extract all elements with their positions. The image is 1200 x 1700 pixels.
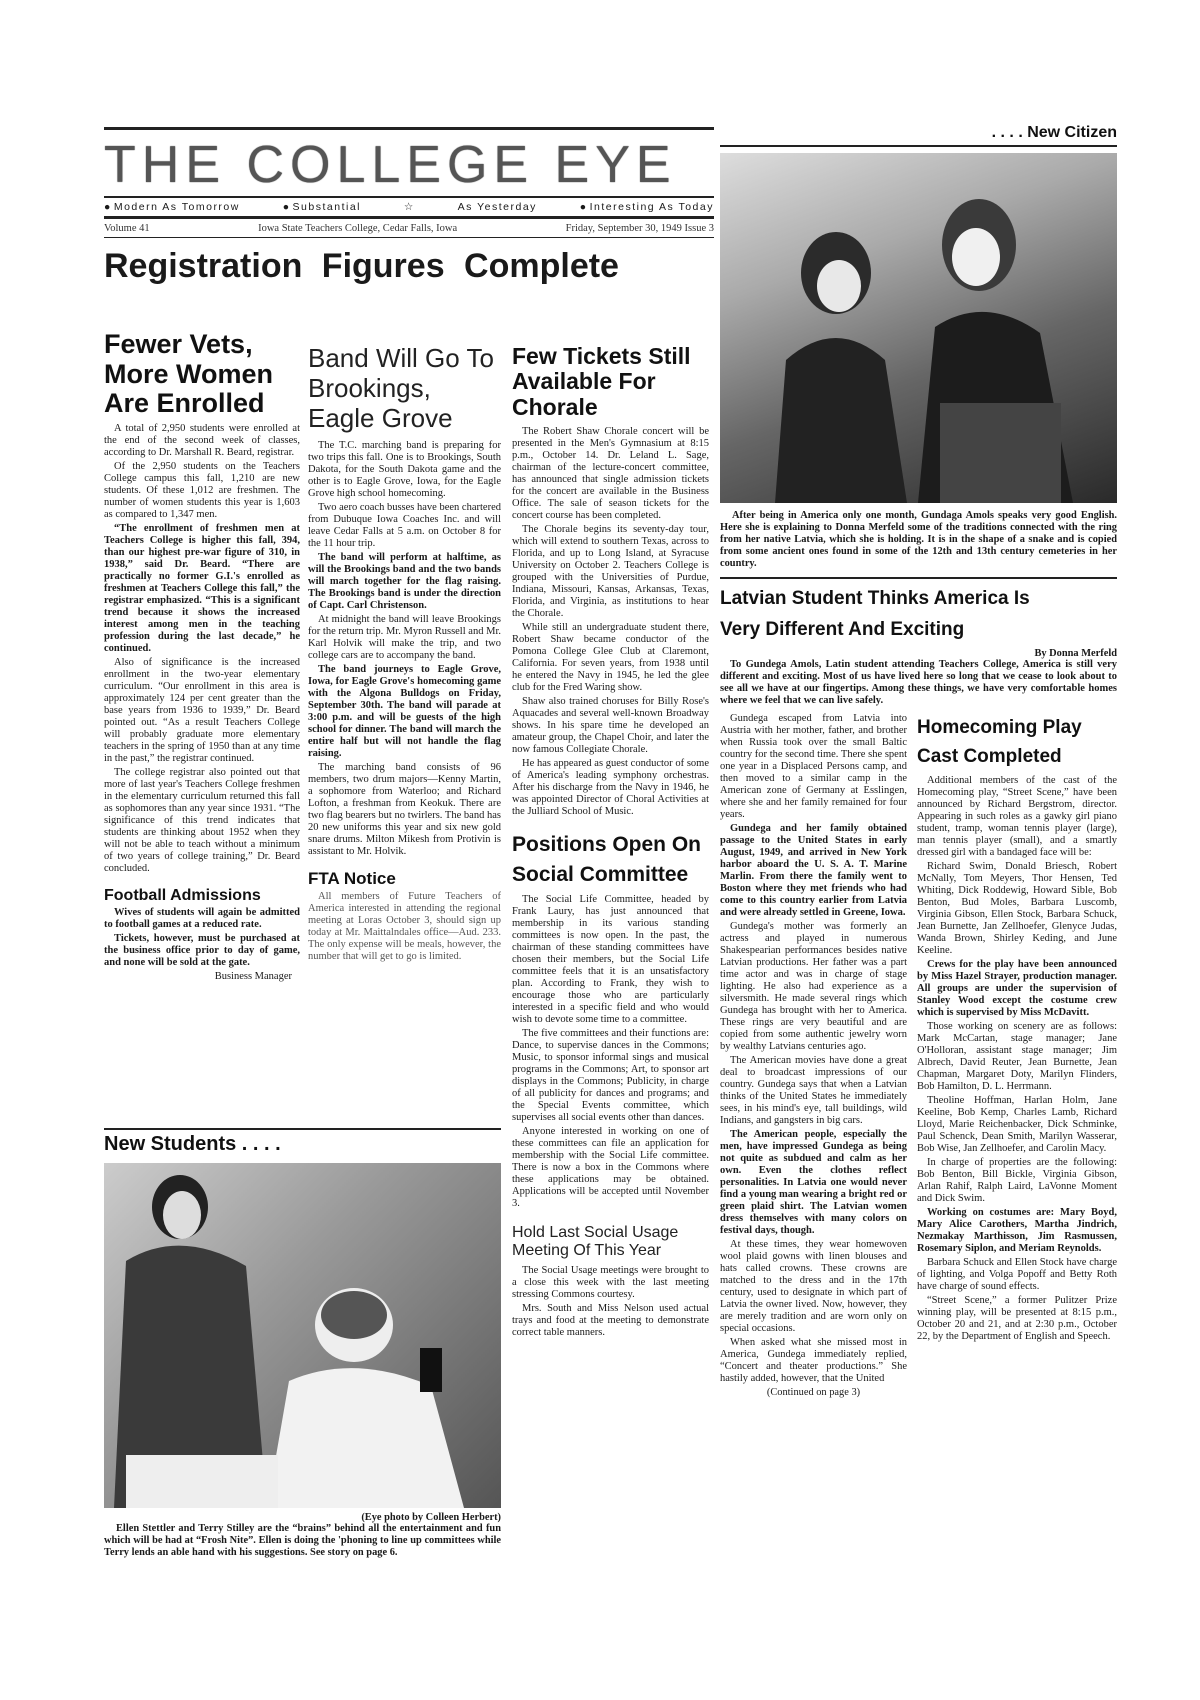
homecoming-headline: Homecoming Play Cast Completed [917,716,1082,767]
paragraph: The American movies have done a great deal to broadcast impressions of our country. Gundega says that when a Latvian thinks of the United States he immediately sees, in his mind's eye, tall buildings, wild Indians, and gangsters in big cars. [720,1054,907,1126]
paragraph: The American people, especially the men, have impressed Gundega as being not quite as subdued and calm as her own. Even the clothes reflect personalities. In Latvia one would never find a young man wearing a bright red or green plaid shirt. The Latvian women dress themselves with many colors on festival days, though. [720,1128,907,1236]
issue-line [104,219,714,237]
latvian-body [720,713,907,1387]
masthead [104,127,714,288]
paragraph: The Social Life Committee, headed by Frank Laury, has just announced that membership in its various standing committees is now open. In the past, the chairman of these standing committees have chosen their members, but the Social Life committee feels that it is an unsatisfactory plan. According to Frank, they wish to encourage those who are particularly interested in a specific field and who would wish to devote some time to a committee. [512,893,709,1025]
new-citizen-kicker: . . . . New Citizen [991,124,1117,141]
paragraph: The five committees and their functions are: Dance, to supervise dances in the Commons; Music, to sponsor informal sings and musical programs in the Commons; Art, to sponsor art displays in the Commons; Publicity, in charge of all publicity for dances and programs; and the Special Events committee, which supervises all social events other than dances. [512,1027,709,1123]
football-signature: Business Manager [214,970,292,982]
paragraph: Crews for the play have been announced by Miss Hazel Strayer, production manager. All groups are under the supervision of Stanley Wood except the costume crew which is supervised by Miss McDavitt. [917,958,1117,1018]
latvian-column [720,713,907,1399]
football-headline: Football Admissions [104,887,261,905]
column-3 [512,344,709,1341]
new-students-section [104,1128,501,1560]
paragraph: Gundega escaped from Latvia into Austria with her mother, father, and brother when Russia took over the small Baltic country for the second time. There she spent one year in a Displaced Persons camp, and then moved to a similar camp in the American zone of Germany at Esslingen, where she and her family remained for four years. [720,712,907,820]
paragraph: Richard Swim, Donald Briesch, Robert McNally, Tom Meyers, Thor Hensen, Ted Whiting, Dick Roddewig, Howard Sible, Bob Benton, Bud Moles, Barbara Luscomb, Virginia Gibson, Ellen Stock, Barbara Schuck, Jean Burnette, Jan Zellhoefer, Glenyce Judas, Wanda Brown, Shirley Keding, and June Keeline. [917,860,1117,956]
paragraph: Wives of students will again be admitted to football games at a reduced rate. [104,906,300,930]
homecoming-column [917,713,1117,1399]
paragraph: Tickets, however, must be purchased at the business office prior to day of game, and none will be sold at the gate. [104,932,300,968]
latvian-intro-text: To Gundega Amols, Latin student attending Teachers College, America is still very different and exciting. Most of us have lived here so long that we cease to look about to see all we have at our fingertips. Among these things, we have very comfortable homes where we feel that we can live safely. [720,658,1117,706]
new-students-headline: New Students . . . . [104,1133,281,1155]
paragraph: Anyone interested in working on one of these committees can file an application for membership with the Social Life committee. There is now a box in the Commons where these applications may be obtained. Applications will be accepted until November 3. [512,1125,709,1209]
paragraph: Mrs. South and Miss Nelson used actual trays and food at the meeting to demonstrate correct table manners. [512,1302,709,1338]
right-section [720,124,1117,1399]
paragraph: Gundega and her family obtained passage to the United States in early August, 1949, and arrived in New York harbor aboard the U. S. A. T. Marine Marlin. From there the family went to Boston where they met friends who had come to this country earlier from Latvia and were already settled in Greene, Iowa. [720,822,907,918]
tagline-item: ● Interesting As Today [580,201,714,213]
paragraph: Additional members of the cast of the Homecoming play, “Street Scene,” have been announced by Richard Bergstrom, director. Appearing in such roles as a gawky girl piano student, tramp, woman tennis player (large), man tennis player (small), and a smartly dressed girl with a bandaged face will be: [917,774,1117,858]
banner-headline: Registration Figures Complete [104,247,619,285]
new-students-rule [104,1128,501,1130]
football-body [104,907,300,971]
photo-figures [720,153,1117,503]
enrollment-headline: Fewer Vets, More Women Are Enrolled [104,329,274,419]
paragraph: Two aero coach busses have been chartered from Dubuque Iowa Coaches Inc. and will leave Cedar Falls at 5 a.m. on October 8 for the 11 hour trip. [308,501,501,549]
paragraph: The marching band consists of 96 members, two drum majors—Kenny Martin, a sophomore from Waterloo; and Richard Lofton, a freshman from Keokuk. There are two flag bearers but no twirlers. The band has 20 new uniforms this year and six new gold snare drums. Milton Mikesh from Protivin is assistant to Mr. Holvik. [308,761,501,857]
fta-body [308,891,501,965]
paragraph: A total of 2,950 students were enrolled at the end of the second week of classes, according to Dr. Marshall R. Beard, registrar. [104,423,300,459]
photo-figures [104,1163,501,1508]
enrollment-body [104,423,300,877]
masthead-title: THE COLLEGE EYE [104,136,677,194]
latvian-byline: By Donna Merfeld [1034,647,1117,659]
fta-headline: FTA Notice [308,868,396,888]
tagline-item: ● Substantial [283,201,361,213]
paragraph: In charge of properties are the following: Bob Benton, Bill Bickle, Virginia Gibson, Arlan Rahif, Ralph Laird, LaVonne Moment and Dick Swim. [917,1156,1117,1204]
chorale-headline: Few Tickets Still Available For Chorale [512,343,691,420]
paragraph: He has appeared as guest conductor of some of America's leading symphony orchestras. After his discharge from the Navy in 1946, he was appointed Director of Choral Activities at the Julliard School of Music. [512,757,709,817]
chorale-body [512,426,709,820]
paragraph: The T.C. marching band is preparing for two trips this fall. One is to Brookings, South Dakota, for the South Dakota game and the other is to Eagle Grove, Iowa, for the Eagle Grove high school homecoming. [308,439,501,499]
caption-rule [720,577,1117,579]
volume: Volume 41 [104,223,150,234]
latvian-headline: Latvian Student Thinks America Is Very Different And Exciting [720,587,1030,640]
tagline-item: As Yesterday [457,201,537,213]
latvian-columns [720,713,1117,1399]
latvian-continued: (Continued on page 3) [766,1386,861,1398]
paragraph: The Robert Shaw Chorale concert will be presented in the Men's Gymnasium at 8:15 p.m., October 14. Dr. Leland L. Sage, chairman of the lecture-concert committee, has announced that single admission tickets for the concert are available in the Business Office. The sale of season tickets for the concert course has been completed. [512,425,709,521]
paragraph: Also of significance is the increased enrollment in the two-year elementary curriculum. “Our enrollment in this area is approximately 124 per cent greater than the base years from 1936 to 1939,” Dr. Beard pointed out. “As a result Teachers College will probably graduate more elementary teachers in the spring of 1950 than at any time in the past,” the registrar continued. [104,657,300,765]
column-1 [104,330,300,983]
masthead-tagline [104,198,714,216]
band-headline: Band Will Go To Brookings, Eagle Grove [308,343,494,433]
paragraph: The Chorale begins its seventy-day tour, which will extend to southern Texas, across to Florida, and up to Long Island, at Syracuse University on October 2. Teachers College is grouped with the Universities of Purdue, Indiana, Missouri, Kansas, Arkansas, Texas, Florida, and Virginia, as institutions to hear the Chorale. [512,523,709,619]
new-citizen-caption: After being in America only one month, Gundaga Amols speaks very good English. Here she is explaining to Donna Merfeld some of the traditions connected with the ring from her native Latvia, which she is holding. It is in the shape of a snake and is copied from some ancient ones found in some of the 12th and 13th century cemeteries in her country. [720,509,1117,570]
social-usage-headline: Hold Last Social Usage Meeting Of This Year [512,1223,679,1260]
star-icon: ☆ [403,201,415,213]
paragraph: The band journeys to Eagle Grove, Iowa, for Eagle Grove's homecoming game with the Algona Bulldogs on Friday, September 30th. The band will parade at 3:00 p.m. and will be guests of the high school for dinner. The band will march the entire half but will not handle the flag raising. [308,663,501,759]
paragraph: Working on costumes are: Mary Boyd, Mary Alice Carothers, Martha Jindrich, Nezmakay Marthisson, Jim Rasmussen, Rosemary Siplon, and Meriam Reynolds. [917,1206,1117,1254]
masthead-top-rule [104,127,714,130]
paragraph: At these times, they wear homewoven wool plaid gowns with linen blouses and hats called crowns. These crowns are matched to the dress and in the 17th century, used to designate in which part of Latvia the owner lived. Now, however, they are merely tradition and are worn only on special occasions. [720,1238,907,1334]
paragraph: All members of Future Teachers of America interested in attending the regional meeting at Loras October 3, should sign up today at Mr. Maittalndales office—Aud. 233. The only expense will be meals, however, the number that will get to go is limited. [308,891,501,963]
paragraph: While still an undergraduate student there, Robert Shaw became conductor of the Pomona College Glee Club at Claremont, California. For seven years, from 1938 until he entered the Navy in 1945, he led the glee club for the Fred Waring show. [512,621,709,693]
kicker-rule [720,145,1117,147]
paragraph: Those working on scenery are as follows: Mark McCartan, stage manager; Jane O'Holloran, assistant stage manager; Jim Albrech, David Reuter, Jean Burnette, Jean Chapman, Margaret Doty, Marilyn Flinders, Bob Hamilton, D. L. Herrmann. [917,1020,1117,1092]
new-students-caption: Ellen Stettler and Terry Stilley are the “brains” behind all the entertainment and fun which will be had at “Frosh Nite”. Ellen is doing the 'phoning to line up committees while Terry lends an able hand with his suggestions. See story on page 6. [104,1523,501,1559]
issue-rule [104,237,714,238]
issue-date: Friday, September 30, 1949 Issue 3 [565,223,714,234]
photo-credit: (Eye photo by Colleen Herbert) [361,1512,501,1523]
tagline-item: ● Modern As Tomorrow [104,201,240,213]
social-usage-body [512,1265,709,1341]
social-committee-headline: Positions Open On Social Committee [512,832,702,886]
latvian-intro [720,659,1117,709]
paragraph: Theoline Hoffman, Harlan Holm, Jane Keeline, Bob Kemp, Charles Lamb, Richard Lloyd, Marie Reichenbacker, Dick Schminke, Paul Schenck, Dean Smith, Marilyn Wasserar, Bob Wise, Jan Zellhoefer, and Carolin Macy. [917,1094,1117,1154]
new-citizen-photo [720,153,1117,503]
new-students-photo [104,1163,501,1508]
paragraph: The college registrar also pointed out that more of last year's Teachers College freshmen in the elementary curriculum returned this fall as sophomores than any year since 1931. “The significance of this trend indicates that students are thinking about 1952 when they will not be able to teach without a minimum of two years of college training,” Dr. Beard concluded. [104,767,300,875]
paragraph: “Street Scene,” a former Pulitzer Prize winning play, will be presented at 8:15 p.m., October 20 and 21, and at 2:30 p.m., October 22, by the Department of English and Speech. [917,1294,1117,1342]
band-body [308,440,501,860]
publisher: Iowa State Teachers College, Cedar Falls, Iowa [258,223,458,234]
paragraph: Barbara Schuck and Ellen Stock have charge of lighting, and Volga Popoff and Betty Roth have charge of sound effects. [917,1256,1117,1292]
paragraph: When asked what she missed most in America, Gundega immediately replied, “Concert and theater productions.” She hastily added, however, that the United [720,1336,907,1384]
paragraph: Of the 2,950 students on the Teachers College campus this fall, 1,210 are new students. Of these 1,012 are freshmen. The number of women students this year is 1,603 as compared to 1,347 men. [104,461,300,521]
paragraph: At midnight the band will leave Brookings for the return trip. Mr. Myron Russell and Mr. Karl Holvik will make the trip, and two college cars are to accompany the band. [308,613,501,661]
paragraph: The band will perform at halftime, as will the Brookings band and the two bands will march together for the flag raising. The Brookings band is under the direction of Capt. Carl Christenson. [308,551,501,611]
social-committee-body [512,894,709,1212]
paragraph: Shaw also trained choruses for Billy Rose's Aquacades and several well-known Broadway shows. In his spare time he developed an amateur group, the Chapel Choir, and later the now famous Collegiate Chorale. [512,695,709,755]
homecoming-body [917,775,1117,1345]
column-2 [308,344,501,965]
paragraph: Gundega's mother was formerly an actress and played in numerous Shakespearian performances besides native Latvian productions. Her father was a part time actor and was in charge of stage lighting. He also had experience as a silversmith. He made several rings which Gundega has brought with her to America. These rings are very beautiful and are copied from some authentic jewelry worn by wealthy Latvians centuries ago. [720,920,907,1052]
paragraph: “The enrollment of freshmen men at Teachers College is higher this fall, 394, than our highest pre-war figure of 310, in 1938,” said Dr. Beard. “There are practically no former G.I.'s enrolled as freshmen at Teachers College this fall,” the registrar emphasized. “This is a significant trend because it shows the increased interest among men in the teaching profession during the last decade,” he continued. [104,523,300,655]
paragraph: The Social Usage meetings were brought to a close this week with the last meeting stressing Commons courtesy. [512,1264,709,1300]
